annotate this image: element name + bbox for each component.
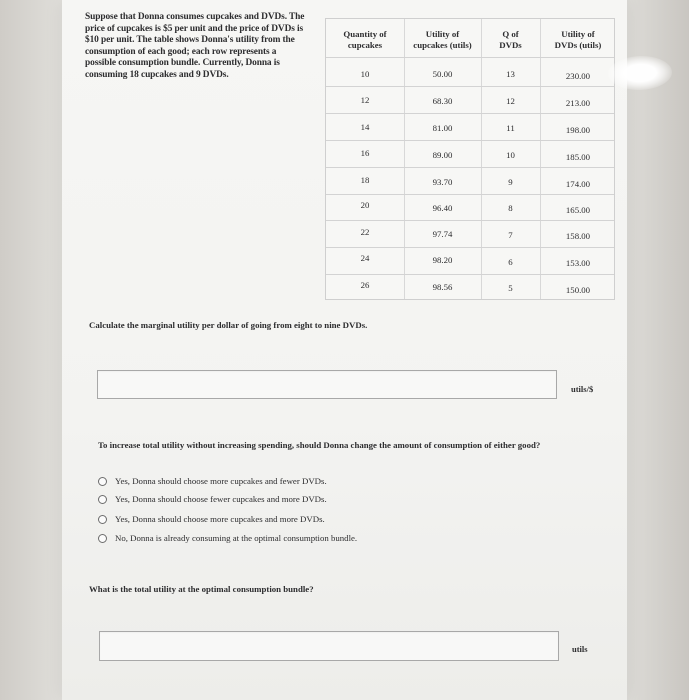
header-quantity-cupcakes	[326, 29, 404, 50]
table-cell-cupcakes-row-1: 10	[360, 69, 370, 79]
marginal-utility-answer-input[interactable]	[97, 370, 557, 399]
question-total-utility: What is the total utility at the optimal consumption bundle?	[89, 584, 314, 594]
marginal-utility-unit: utils/$	[571, 384, 594, 394]
table-cell-cupcakes-row-9: 26	[360, 280, 370, 290]
table-cell-dvd-utility-row-2: 213.00	[565, 98, 591, 108]
option-more-cupcakes-more-dvds[interactable]	[98, 512, 325, 526]
header-utility-dvds-line-2: DVDs (utils)	[554, 39, 602, 50]
problem-intro	[85, 12, 325, 82]
table-row-divider	[326, 194, 614, 195]
table-cell-cupcake-utility-row-2: 68.30	[432, 96, 453, 106]
radio-icon[interactable]	[98, 495, 107, 504]
table-cell-dvds-row-2: 12	[506, 96, 515, 106]
intro-line-1: Suppose that Donna consumes cupcakes and DVDs. The	[85, 12, 305, 22]
header-quantity-cupcakes-line-2: cupcakes	[347, 39, 383, 50]
header-quantity-dvds-line-2: DVDs	[499, 39, 522, 50]
table-cell-cupcakes-row-7: 22	[360, 227, 370, 237]
header-utility-cupcakes	[404, 29, 481, 50]
intro-line-3: $10 per unit. The table shows Donna's utility from the	[85, 35, 295, 46]
table-cell-cupcakes-row-4: 16	[360, 148, 370, 158]
option-more-cupcakes-fewer-dvds[interactable]	[98, 474, 327, 488]
header-utility-dvds-line-1: Utility of	[561, 29, 595, 39]
table-cell-cupcake-utility-row-1: 50.00	[432, 69, 453, 79]
option-label: Yes, Donna should choose more cupcakes and fewer DVDs.	[115, 475, 327, 486]
table-cell-dvds-row-5: 9	[508, 177, 513, 187]
table-cell-cupcake-utility-row-4: 89.00	[432, 150, 453, 160]
table-cell-dvds-row-6: 8	[508, 203, 513, 213]
table-cell-cupcakes-row-3: 14	[360, 122, 370, 132]
question-change-consumption: To increase total utility without increasing spending, should Donna change the amount of consumption of either good?	[98, 440, 541, 450]
header-quantity-dvds	[481, 29, 540, 50]
header-utility-cupcakes-line-2: cupcakes (utils)	[413, 39, 472, 50]
table-cell-dvd-utility-row-6: 165.00	[565, 205, 591, 215]
table-cell-dvd-utility-row-5: 174.00	[565, 179, 591, 189]
question-marginal-utility: Calculate the marginal utility per dollar of going from eight to nine DVDs.	[89, 320, 368, 330]
table-cell-dvd-utility-row-9: 150.00	[565, 285, 591, 295]
table-row-divider	[326, 86, 614, 87]
table-cell-cupcakes-row-6: 20	[360, 200, 370, 210]
table-cell-dvds-row-8: 6	[508, 257, 513, 267]
radio-icon[interactable]	[98, 534, 107, 543]
table-cell-dvds-row-3: 11	[506, 123, 515, 133]
table-cell-cupcakes-row-5: 18	[360, 175, 370, 185]
total-utility-unit: utils	[572, 644, 588, 654]
table-row-divider	[326, 274, 614, 275]
intro-line-5: possible consumption bundle. Currently, Donna is	[85, 58, 280, 69]
option-fewer-cupcakes-more-dvds[interactable]	[98, 492, 327, 506]
option-already-optimal[interactable]	[98, 531, 357, 545]
table-row-divider	[326, 220, 614, 221]
table-cell-cupcake-utility-row-3: 81.00	[432, 123, 453, 133]
intro-line-2: price of cupcakes is $5 per unit and the price of DVDs is	[85, 23, 304, 34]
table-cell-cupcakes-row-2: 12	[360, 95, 370, 105]
radio-icon[interactable]	[98, 477, 107, 486]
header-quantity-cupcakes-line-1: Quantity of	[343, 29, 387, 39]
table-cell-dvds-row-9: 5	[508, 283, 513, 293]
table-cell-dvd-utility-row-3: 198.00	[565, 125, 591, 135]
table-cell-dvds-row-7: 7	[508, 230, 513, 240]
radio-icon[interactable]	[98, 515, 107, 524]
table-row-divider	[326, 167, 614, 168]
table-row-divider	[326, 140, 614, 141]
table-row-divider	[326, 247, 614, 248]
header-quantity-dvds-line-1: Q of	[502, 29, 519, 39]
table-cell-cupcake-utility-row-8: 98.20	[432, 255, 453, 265]
table-cell-dvd-utility-row-1: 230.00	[565, 71, 591, 81]
table-row-divider	[326, 57, 614, 58]
table-cell-dvd-utility-row-4: 185.00	[565, 152, 591, 162]
table-cell-cupcake-utility-row-7: 97.74	[432, 229, 453, 239]
utility-table	[325, 18, 615, 300]
camera-glare	[607, 55, 672, 91]
table-cell-cupcakes-row-8: 24	[360, 253, 370, 263]
table-cell-cupcake-utility-row-6: 96.40	[432, 203, 453, 213]
table-cell-dvds-row-4: 10	[506, 150, 515, 160]
header-utility-dvds	[540, 29, 616, 50]
table-cell-cupcake-utility-row-5: 93.70	[432, 177, 453, 187]
table-cell-dvd-utility-row-8: 153.00	[565, 258, 591, 268]
table-cell-dvds-row-1: 13	[506, 69, 515, 79]
total-utility-answer-input[interactable]	[99, 631, 559, 661]
table-cell-cupcake-utility-row-9: 98.56	[432, 282, 453, 292]
intro-line-6: consuming 18 cupcakes and 9 DVDs.	[85, 69, 229, 80]
option-label: Yes, Donna should choose fewer cupcakes and more DVDs.	[115, 493, 327, 504]
intro-line-4: consumption of each good; each row represents a	[85, 46, 277, 57]
table-row-divider	[326, 113, 614, 114]
table-cell-dvd-utility-row-7: 158.00	[565, 231, 591, 241]
option-label: Yes, Donna should choose more cupcakes and more DVDs.	[115, 513, 325, 524]
header-utility-cupcakes-line-1: Utility of	[425, 29, 460, 39]
option-label: No, Donna is already consuming at the optimal consumption bundle.	[115, 532, 358, 543]
